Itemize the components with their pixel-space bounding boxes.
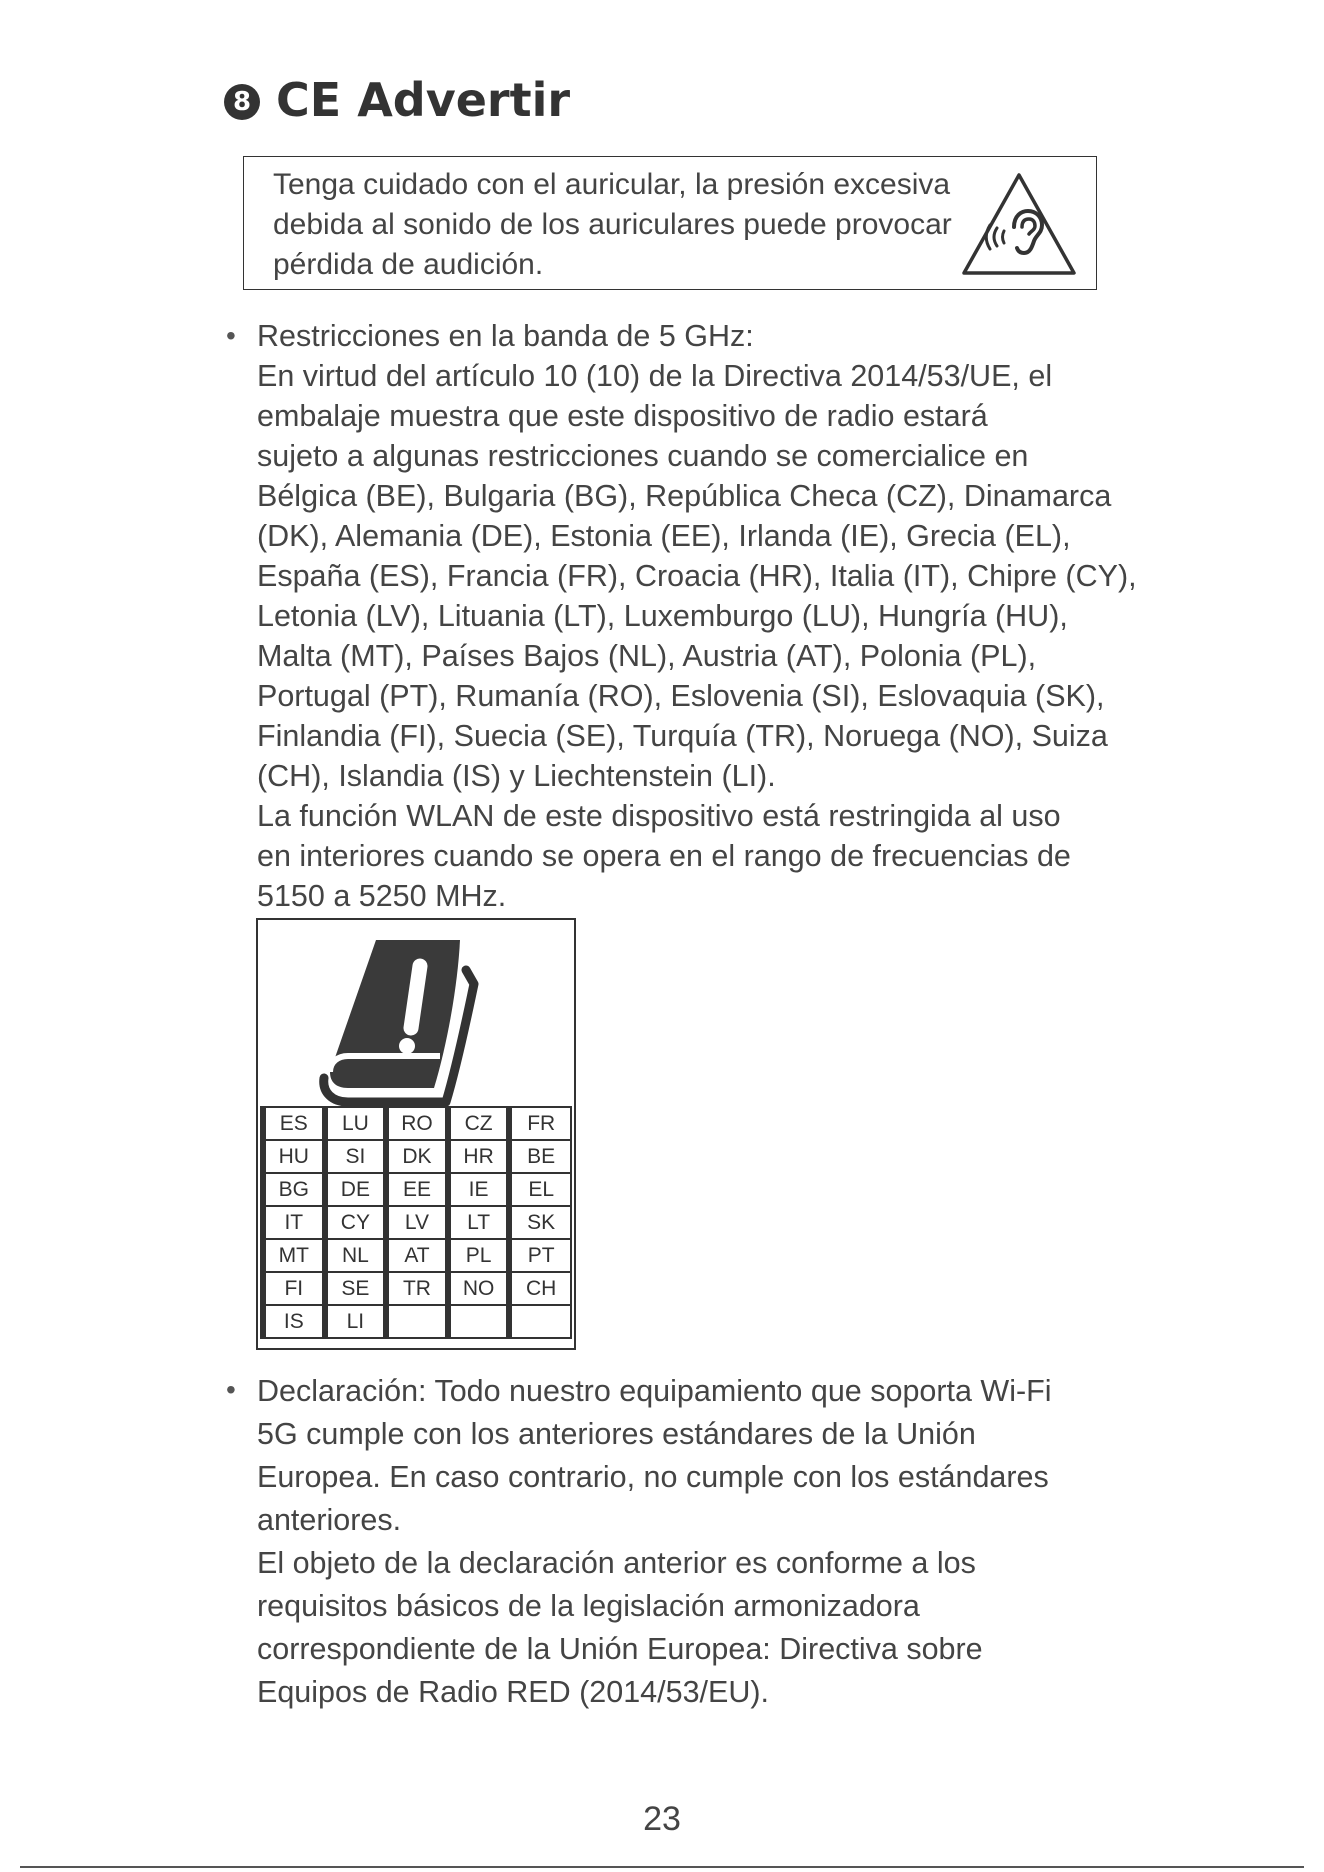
- country-code-cell: NL: [325, 1239, 387, 1272]
- text-line: La función WLAN de este dispositivo está restringida al uso: [257, 799, 1061, 833]
- country-code-cell: SI: [325, 1140, 387, 1173]
- declaration-paragraph: [257, 1370, 1126, 1714]
- country-code-cell: SE: [325, 1272, 387, 1305]
- country-code-cell: HU: [263, 1140, 325, 1173]
- section-number-badge: 8: [224, 84, 260, 120]
- bottom-divider: [20, 1866, 1304, 1868]
- country-code-cell: NO: [448, 1272, 510, 1305]
- page-title-text: CE Advertir: [276, 73, 571, 127]
- warning-line: pérdida de audición.: [273, 248, 544, 281]
- country-code-cell: LT: [448, 1206, 510, 1239]
- text-line: Portugal (PT), Rumanía (RO), Eslovenia (SI), Eslovaquia (SK),: [257, 679, 1105, 713]
- country-code-cell: BE: [509, 1140, 571, 1173]
- text-line: (DK), Alemania (DE), Estonia (EE), Irlanda (IE), Grecia (EL),: [257, 519, 1071, 553]
- country-grid-row: [263, 1305, 571, 1338]
- page-number: 23: [643, 1800, 681, 1838]
- text-line: 5150 a 5250 MHz.: [257, 879, 507, 913]
- country-code-cell: RO: [386, 1107, 448, 1140]
- declaration-section: [226, 1370, 1126, 1714]
- country-code-cell: [386, 1305, 448, 1338]
- country-code-cell: BG: [263, 1173, 325, 1206]
- restrictions-section: [226, 316, 1137, 916]
- country-grid-row: [263, 1107, 571, 1140]
- country-code-cell: LI: [325, 1305, 387, 1338]
- country-code-cell: LV: [386, 1206, 448, 1239]
- bullet-icon: •: [226, 1374, 236, 1405]
- restrictions-paragraph: [257, 316, 1137, 916]
- country-code-cell: [448, 1305, 510, 1338]
- text-line: El objeto de la declaración anterior es conforme a los: [257, 1546, 976, 1580]
- country-code-cell: CZ: [448, 1107, 510, 1140]
- text-line: Equipos de Radio RED (2014/53/EU).: [257, 1675, 770, 1709]
- country-code-grid: [260, 1106, 572, 1339]
- manual-warning-icon: [308, 932, 508, 1112]
- text-line: anteriores.: [257, 1503, 402, 1537]
- country-grid-row: [263, 1272, 571, 1305]
- hearing-warning-text: [273, 165, 963, 285]
- country-grid-row: [263, 1239, 571, 1272]
- country-code-cell: TR: [386, 1272, 448, 1305]
- hearing-warning-icon: [960, 171, 1078, 277]
- page-title: [224, 70, 570, 130]
- hearing-warning-box: [243, 156, 1097, 290]
- country-code-cell: FR: [509, 1107, 571, 1140]
- country-grid-row: [263, 1173, 571, 1206]
- text-line: Declaración: Todo nuestro equipamiento que soporta Wi-Fi: [257, 1374, 1052, 1408]
- country-code-cell: IE: [448, 1173, 510, 1206]
- text-line: En virtud del artículo 10 (10) de la Directiva 2014/53/UE, el: [257, 359, 1053, 393]
- warning-line: debida al sonido de los auriculares puede provocar: [273, 208, 952, 241]
- country-code-cell: EE: [386, 1173, 448, 1206]
- text-line: (CH), Islandia (IS) y Liechtenstein (LI).: [257, 759, 776, 793]
- text-line: Bélgica (BE), Bulgaria (BG), República Checa (CZ), Dinamarca: [257, 479, 1112, 513]
- text-line: España (ES), Francia (FR), Croacia (HR), Italia (IT), Chipre (CY),: [257, 559, 1137, 593]
- text-line: 5G cumple con los anteriores estándares de la Unión: [257, 1417, 976, 1451]
- country-code-cell: MT: [263, 1239, 325, 1272]
- country-code-cell: HR: [448, 1140, 510, 1173]
- country-code-cell: EL: [509, 1173, 571, 1206]
- country-code-cell: IT: [263, 1206, 325, 1239]
- text-line: correspondiente de la Unión Europea: Directiva sobre: [257, 1632, 983, 1666]
- country-code-cell: DE: [325, 1173, 387, 1206]
- text-line: Letonia (LV), Lituania (LT), Luxemburgo (LU), Hungría (HU),: [257, 599, 1068, 633]
- country-restriction-graphic: [256, 918, 576, 1350]
- country-code-cell: CH: [509, 1272, 571, 1305]
- warning-line: Tenga cuidado con el auricular, la presión excesiva: [273, 168, 951, 201]
- text-line: Finlandia (FI), Suecia (SE), Turquía (TR), Noruega (NO), Suiza: [257, 719, 1108, 753]
- text-line: requisitos básicos de la legislación armonizadora: [257, 1589, 920, 1623]
- country-code-cell: AT: [386, 1239, 448, 1272]
- country-code-cell: CY: [325, 1206, 387, 1239]
- country-code-cell: LU: [325, 1107, 387, 1140]
- country-code-cell: [509, 1305, 571, 1338]
- country-code-cell: FI: [263, 1272, 325, 1305]
- country-code-cell: PL: [448, 1239, 510, 1272]
- text-line: Europea. En caso contrario, no cumple con los estándares: [257, 1460, 1049, 1494]
- country-code-cell: ES: [263, 1107, 325, 1140]
- text-line: embalaje muestra que este dispositivo de radio estará: [257, 399, 988, 433]
- country-grid-row: [263, 1140, 571, 1173]
- text-line: Malta (MT), Países Bajos (NL), Austria (AT), Polonia (PL),: [257, 639, 1037, 673]
- text-line: en interiores cuando se opera en el rango de frecuencias de: [257, 839, 1071, 873]
- text-line: Restricciones en la banda de 5 GHz:: [257, 319, 754, 353]
- country-code-cell: IS: [263, 1305, 325, 1338]
- country-grid-row: [263, 1206, 571, 1239]
- country-code-cell: SK: [509, 1206, 571, 1239]
- country-code-cell: PT: [509, 1239, 571, 1272]
- bullet-icon: •: [226, 320, 236, 351]
- text-line: sujeto a algunas restricciones cuando se comercialice en: [257, 439, 1029, 473]
- country-code-cell: DK: [386, 1140, 448, 1173]
